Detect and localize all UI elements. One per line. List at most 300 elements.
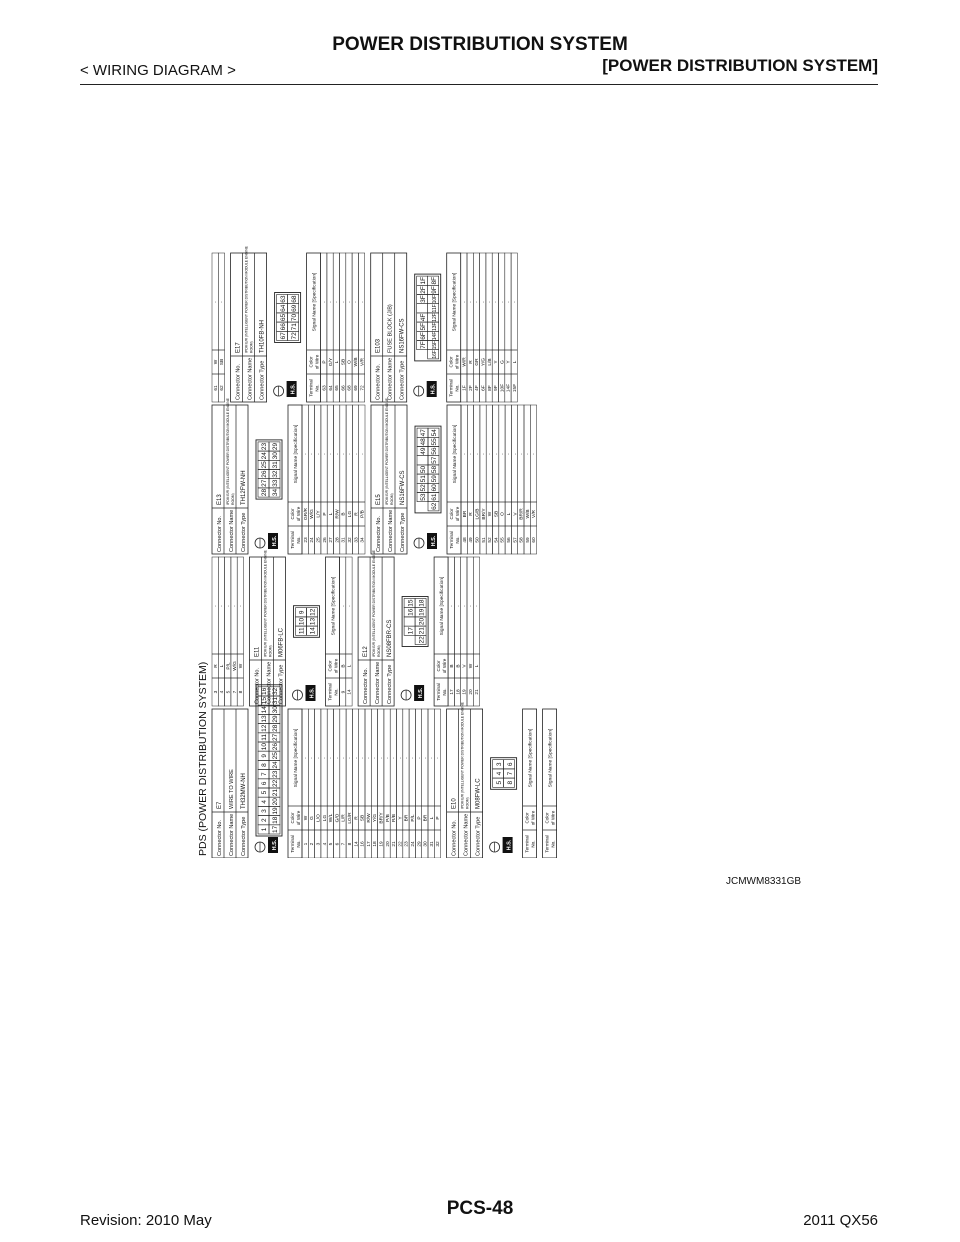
wire-color: W	[488, 511, 494, 517]
table-row	[467, 253, 473, 402]
pin-number: 33	[272, 479, 280, 487]
terminal-no: 4	[220, 690, 226, 694]
terminal-no: 65	[335, 385, 341, 391]
wire-color: V	[462, 664, 468, 668]
wire-color: L/O	[316, 814, 322, 822]
pin-number: 5F	[419, 322, 427, 331]
signal-name: -	[347, 605, 353, 607]
hs-label: H.S.	[431, 535, 437, 547]
connector-no-value: E10	[451, 798, 458, 809]
terminal-no: 23	[303, 537, 309, 543]
terminal-no: 25	[316, 537, 322, 543]
table-row	[505, 253, 511, 402]
signal-name: -	[506, 301, 512, 303]
table-row	[340, 405, 346, 554]
connector-name-value: IPDM E/R (INTELLIGENT POWER DISTRIBUTION MODULE ENGINE	[460, 702, 465, 809]
signal-name: -	[468, 605, 474, 607]
signal-name: -	[310, 757, 316, 759]
wire-color: LG/R	[348, 812, 353, 824]
terminal-no: 32	[436, 841, 442, 847]
terminal-no: 19	[462, 689, 468, 695]
terminal-no: 7	[341, 842, 347, 846]
pin-number: 21	[418, 627, 426, 635]
pin-number: 10	[261, 742, 269, 751]
table-row	[403, 709, 409, 858]
signal-name: -	[462, 453, 468, 455]
pin-number: 21	[272, 788, 280, 797]
signal-name: -	[392, 757, 398, 759]
table-row	[365, 709, 371, 858]
terminal-no: 31	[429, 841, 435, 847]
signal-name: -	[354, 453, 360, 455]
signal-name: -	[360, 301, 366, 303]
table-row	[352, 405, 358, 554]
terminal-no: 63	[322, 385, 328, 391]
table-row	[302, 405, 308, 554]
terminal-no: 21	[392, 841, 398, 847]
signal-header: Signal Name [Specification]	[294, 728, 299, 788]
connector-name-label: Connector Name	[375, 661, 382, 704]
wire-color: Y	[398, 816, 404, 820]
table-row	[461, 557, 467, 706]
pin-number: 16	[407, 608, 415, 616]
connector-pin	[404, 617, 415, 626]
pin-number: 26	[272, 742, 280, 751]
wire-color: P	[322, 360, 328, 364]
wire-color: LG/B	[475, 508, 481, 520]
table-row	[346, 557, 352, 706]
table-row	[473, 557, 479, 706]
pin-number: 34	[272, 488, 280, 497]
wire-color: P/L	[226, 662, 232, 670]
wire-color: Y/G	[373, 813, 379, 823]
signal-name: -	[436, 757, 442, 759]
pin-number: 11	[261, 734, 269, 741]
table-row	[390, 709, 396, 858]
pin-number: 62	[431, 502, 439, 510]
connector-no-value: E12	[363, 646, 370, 657]
pin-number: 18	[272, 816, 280, 824]
wire-color: L	[335, 360, 341, 364]
wire-color: G/O	[335, 813, 341, 823]
connector-name-label: Connector Name	[266, 661, 273, 704]
table-row	[334, 405, 340, 554]
hs-label: H.S.	[418, 687, 425, 699]
signal-name: -	[411, 757, 416, 759]
terminal-no: 69	[354, 385, 359, 391]
terminal-no: 48	[462, 537, 468, 543]
connector-type-value: NS16FW-CS	[399, 318, 406, 353]
connector-diagram	[196, 96, 790, 858]
pin-number: 7F	[419, 341, 427, 349]
terminal-no: 16	[360, 841, 366, 847]
table-row	[315, 709, 321, 858]
pin-number: 2F	[419, 286, 427, 294]
terminal-no: 2F	[468, 385, 474, 391]
wire-color: SB	[494, 510, 500, 518]
wire-color: W/B	[354, 357, 359, 367]
hs-label: H.S.	[272, 535, 278, 547]
revision-label: Revision: 2010 May	[80, 1212, 212, 1229]
pin-number: 23	[272, 770, 280, 778]
signal-name: -	[469, 453, 475, 455]
wire-color: L	[475, 664, 481, 668]
table-row	[480, 253, 486, 402]
page-title: POWER DISTRIBUTION SYSTEM	[332, 34, 628, 55]
wire-color: L	[329, 512, 335, 516]
pin-number: 23	[261, 442, 269, 451]
table-row	[499, 253, 505, 402]
wire-color: G	[500, 360, 506, 364]
connector-no-value: E17	[235, 342, 242, 353]
terminal-header: Terminal	[436, 683, 442, 701]
hs-label: H.S.	[272, 839, 278, 851]
pin-number: 8	[261, 763, 269, 767]
signal-name: -	[373, 757, 379, 759]
connector-type-value: TH12FW-NH	[241, 470, 247, 505]
pin-number: 6	[261, 781, 269, 786]
signal-name: -	[532, 453, 538, 455]
pin-number: 49	[420, 447, 428, 455]
wire-color: P/B	[360, 510, 366, 518]
connector-name-value: ROOM)	[231, 493, 235, 505]
signal-name: -	[348, 453, 353, 455]
pin-number: 4	[261, 799, 269, 804]
connector-no-value: E7	[217, 801, 223, 809]
wire-color: W/G	[232, 661, 238, 671]
pin-number: 50	[420, 465, 428, 474]
terminal-no: 26	[322, 537, 328, 543]
wire-color: R	[213, 664, 219, 668]
pin-number: 17	[407, 627, 415, 635]
terminal-no: 7	[232, 690, 238, 694]
wire-color: Y/G	[481, 357, 487, 367]
pin-number: 56	[431, 447, 439, 455]
pin-number: 3	[495, 762, 503, 767]
signal-name: -	[487, 301, 493, 303]
connector-name-value: IPDM E/R (INTELLIGENT POWER DISTRIBUTION MODULE ENGINE	[385, 398, 389, 505]
signal-name: -	[500, 453, 506, 455]
signal-name: -	[481, 301, 487, 303]
connector-type-value: TH32MW-NH	[241, 773, 247, 809]
pin-number: 30	[272, 706, 280, 714]
terminal-no: 59	[525, 537, 531, 543]
table-row	[340, 557, 346, 706]
signal-name: -	[226, 605, 232, 607]
hs-label: H.S.	[430, 383, 437, 395]
terminal-no: 3	[316, 842, 322, 846]
terminal-no: 72	[360, 385, 366, 391]
signal-name: -	[322, 757, 328, 759]
signal-name: -	[316, 453, 322, 455]
connector-pin	[417, 456, 428, 465]
terminal-no: 1	[303, 842, 309, 846]
wire-color: R/W	[366, 813, 372, 823]
terminal-no: 50	[475, 537, 481, 543]
table-row	[327, 709, 333, 858]
table-row	[486, 405, 492, 554]
table-row	[346, 405, 352, 554]
connector-type-label: Connector Type	[278, 664, 285, 704]
color-header: Color	[448, 356, 454, 368]
table-row	[358, 253, 364, 402]
terminal-no: 20	[385, 841, 391, 847]
terminal-no: 9	[341, 690, 347, 694]
connector-diagram-svg	[196, 96, 790, 858]
terminal-no: 8	[239, 690, 245, 694]
wire-color: L	[513, 360, 518, 364]
terminal-header: No.	[442, 688, 448, 696]
table-row	[511, 253, 517, 402]
wire-color: O	[347, 360, 353, 364]
signal-name: -	[213, 605, 219, 607]
terminal-no: 23	[404, 841, 410, 847]
connector-type-label: Connector Type	[241, 816, 247, 856]
signal-name: -	[328, 301, 334, 303]
terminal-header: No.	[455, 536, 460, 544]
connector-no-label: Connector No.	[451, 819, 458, 856]
table-row	[340, 253, 346, 402]
table-row	[467, 557, 473, 706]
system-label: [POWER DISTRIBUTION SYSTEM]	[602, 56, 878, 75]
terminal-no: 56	[507, 537, 512, 543]
table-row	[308, 709, 314, 858]
signal-header: Signal Name [Specification]	[440, 576, 446, 636]
table-row	[492, 253, 498, 402]
pin-number: 17	[272, 825, 280, 834]
wire-color: W/G	[310, 509, 316, 519]
signal-name: -	[322, 453, 328, 455]
wire-color: L	[429, 816, 435, 820]
color-header: Color	[308, 356, 314, 368]
terminal-no: 18	[456, 689, 462, 695]
table-row	[321, 405, 327, 554]
pin-number: 26	[261, 470, 269, 478]
connector-no-value: E11	[254, 646, 261, 657]
connector-type-value: NS16FW-CS	[400, 470, 406, 505]
table-row	[530, 405, 536, 554]
terminal-no: 32	[348, 537, 353, 543]
table-row	[218, 557, 224, 706]
terminal-no: 29	[417, 841, 423, 847]
signal-header: Signal Name [Specification]	[548, 728, 554, 788]
pin-number: 4	[495, 771, 503, 776]
pin-number: 54	[431, 429, 439, 437]
connector-type-label: Connector Type	[259, 360, 266, 400]
connector-no-label: Connector No.	[217, 515, 223, 552]
wire-color: L	[507, 512, 512, 516]
connector-no-label: Connector No.	[363, 667, 370, 704]
wire-color: LG	[348, 510, 353, 518]
pin-number: 7	[261, 772, 269, 777]
pin-number: 24	[261, 452, 269, 460]
connector-type-value: NS08FBR-CS	[387, 619, 394, 657]
terminal-no: 55	[500, 537, 506, 543]
table-row	[448, 557, 454, 706]
pin-number: 64	[279, 304, 287, 312]
pin-number: 6	[506, 762, 514, 767]
pin-number: 5	[495, 780, 503, 785]
pin-number: 14	[261, 706, 269, 714]
signal-name: -	[329, 757, 335, 759]
signal-name: -	[335, 301, 341, 303]
signal-name: -	[341, 453, 347, 455]
pin-number: 8F	[430, 276, 438, 285]
connector-name-value: ROOM)	[249, 341, 254, 353]
signal-name: -	[385, 757, 391, 759]
color-header: of Wire	[296, 810, 301, 826]
table-row	[218, 253, 224, 402]
terminal-no: 51	[481, 537, 487, 543]
pin-number: 28	[272, 724, 280, 732]
pin-number: 60	[431, 484, 439, 492]
table-row	[225, 557, 231, 706]
pin-number: 19	[418, 608, 426, 616]
connector-name-value: IPDM E/R (INTELLIGENT POWER DISTRIBUTION MODULE ENGINE	[372, 550, 377, 657]
pin-number: 61	[431, 493, 439, 501]
pin-number: 29	[272, 715, 280, 723]
pin-number: 31	[272, 696, 280, 705]
terminal-no: 21	[475, 689, 481, 695]
pin-number: 2	[261, 818, 269, 823]
signal-name: -	[404, 757, 410, 759]
signal-name: -	[213, 301, 219, 303]
connector-no-label: Connector No.	[375, 363, 382, 400]
terminal-no: 52	[488, 537, 494, 543]
pin-number: 29	[272, 442, 280, 451]
signal-name: -	[322, 301, 328, 303]
wire-color: R	[354, 512, 360, 516]
pin-number: 9	[261, 753, 269, 758]
pin-number: 19	[272, 807, 280, 815]
signal-name: -	[494, 453, 500, 455]
terminal-no: 30	[423, 841, 429, 847]
table-row	[333, 253, 339, 402]
wire-color: B	[456, 664, 462, 668]
signal-name: -	[360, 453, 366, 455]
color-header: of Wire	[442, 658, 448, 674]
pin-number: 10	[298, 617, 306, 626]
signal-name: -	[329, 453, 335, 455]
table-row	[422, 709, 428, 858]
wire-color: B	[341, 512, 347, 516]
pin-number: 22	[418, 636, 426, 644]
pin-number: 25	[272, 752, 280, 760]
terminal-header: No.	[454, 384, 460, 392]
table-row	[480, 405, 486, 554]
pin-number: 65	[279, 313, 287, 322]
terminal-no: 8F	[487, 385, 493, 391]
signal-name: -	[341, 605, 347, 607]
table-row	[359, 405, 365, 554]
connector-type-value: TH10FB-NH	[259, 319, 266, 353]
terminal-header: Terminal	[290, 531, 295, 549]
pin-number: 1	[261, 827, 269, 832]
wire-color: SB	[360, 814, 366, 822]
table-row	[493, 405, 499, 554]
diagram-title: PDS (POWER DISTRIBUTION SYSTEM)	[197, 661, 209, 856]
wire-color: G	[310, 816, 316, 820]
signal-name: -	[239, 605, 245, 607]
color-header: Color	[290, 812, 295, 824]
table-row	[434, 709, 440, 858]
connector-name-value: FUSE BLOCK (J/B)	[387, 304, 394, 353]
signal-name: -	[519, 453, 525, 455]
connector-no-label: Connector No.	[235, 363, 242, 400]
pin-number: 31	[272, 461, 280, 469]
table-row	[474, 405, 480, 554]
table-row	[415, 709, 421, 858]
pin-number: 53	[420, 493, 428, 501]
pin-number: 32	[272, 470, 280, 478]
pin-number: 30	[272, 452, 280, 460]
wire-color: P/L	[411, 814, 416, 822]
connector-type-value: M06FB-LC	[278, 627, 285, 657]
table-row	[346, 253, 352, 402]
terminal-no: 33	[354, 537, 360, 543]
signal-name: -	[513, 301, 518, 303]
terminal-header: No.	[550, 840, 556, 848]
table-row	[359, 709, 365, 858]
pin-number: 69	[290, 304, 298, 312]
table-row	[231, 557, 237, 706]
pin-number: 9	[298, 610, 306, 615]
signal-name: -	[354, 301, 359, 303]
terminal-header: No.	[296, 840, 301, 848]
signal-name: -	[220, 301, 226, 303]
connector-name-label: Connector Name	[247, 357, 254, 400]
table-row	[302, 709, 308, 858]
terminal-header: Terminal	[327, 683, 333, 701]
wire-color: W	[213, 359, 219, 365]
pin-number: 25	[261, 461, 269, 469]
terminal-no: 31	[341, 537, 347, 543]
color-header: Color	[436, 660, 442, 672]
terminal-no: 14	[347, 689, 353, 695]
wire-color: L/R	[341, 814, 347, 822]
table-row	[321, 709, 327, 858]
wire-color: BR	[423, 814, 429, 822]
pin-number: 11	[298, 627, 306, 635]
table-row	[340, 709, 346, 858]
wire-color: R/W	[335, 509, 341, 519]
signal-name: -	[316, 757, 322, 759]
signal-header: Signal Name [Specification]	[452, 272, 458, 332]
pin-number: 12	[261, 724, 269, 732]
connector-name-label: Connector Name	[463, 813, 470, 856]
wire-color: W/B	[525, 509, 531, 519]
terminal-header: Terminal	[524, 835, 530, 853]
pin-number: 9F	[430, 286, 438, 294]
signal-name: -	[450, 605, 455, 607]
color-header: of Wire	[333, 658, 339, 674]
pin-number: 59	[431, 475, 439, 483]
terminal-header: Terminal	[308, 379, 314, 397]
table-row	[473, 253, 479, 402]
color-header: of Wire	[314, 354, 320, 370]
wire-color: O	[500, 512, 506, 516]
wire-color: L	[347, 664, 353, 668]
terminal-no: 27	[329, 537, 335, 543]
terminal-no: 68	[347, 385, 353, 391]
wire-color: B	[450, 664, 455, 668]
terminal-no: 58	[519, 537, 525, 543]
wire-color: W	[303, 815, 309, 821]
table-row	[511, 405, 517, 554]
signal-header: Signal Name [Specification]	[453, 424, 458, 484]
terminal-no: 14	[354, 841, 360, 847]
table-row	[499, 405, 505, 554]
